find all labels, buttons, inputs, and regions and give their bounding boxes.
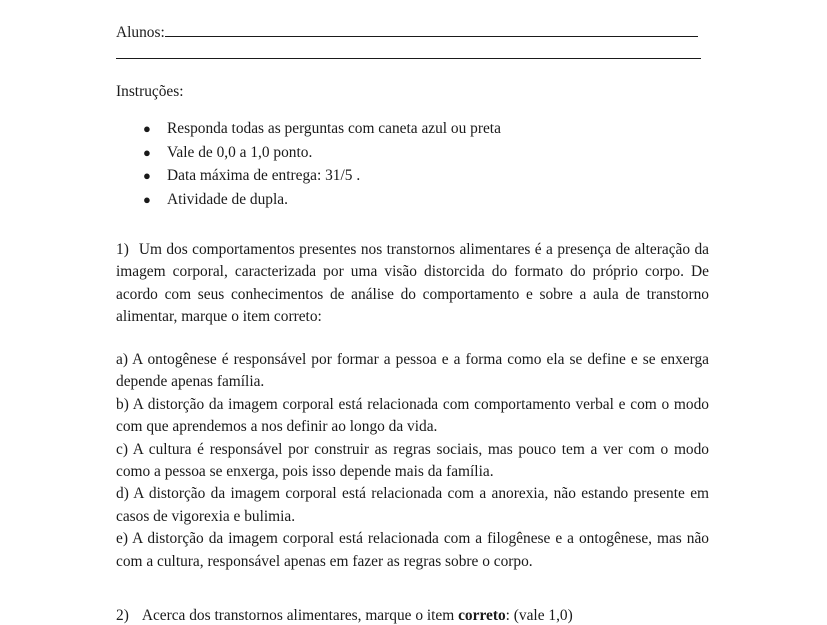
instructions-heading: Instruções: [116, 83, 184, 100]
bullet-icon: ● [143, 191, 151, 207]
students-field-row [116, 24, 698, 42]
instruction-text: Responda todas as perguntas com caneta azul ou preta [167, 120, 501, 137]
students-field-row-2 [116, 46, 701, 64]
option-d: d) A distorção da imagem corporal está relacionada com a anorexia, não estando presente em casos de vigorexia e bulimia. [116, 485, 709, 525]
instruction-item [116, 117, 501, 141]
option-e: e) A distorção da imagem corporal está relacionada com a filogênese e a ontogênese, mas não com a cultura, responsável apenas em fazer as regras sobre o corpo. [116, 530, 709, 570]
question-2-value: : (vale 1,0) [505, 607, 573, 624]
students-fill-line-1[interactable] [165, 24, 698, 37]
question-1-text: Um dos comportamentos presentes nos transtornos alimentares é a presença de alteração da imagem corporal, caracterizada por uma visão distorcida do formato do próprio corpo. De acordo com seus conhecimentos de análise do comportamento e sobre a aula de transtorno alimentar, marque o item correto: [116, 241, 709, 326]
question-2-text: Acerca dos transtornos alimentares, marque o item [141, 607, 455, 624]
bullet-icon: ● [143, 121, 151, 136]
bullet-icon: ● [143, 168, 151, 183]
question-2-number: 2) [116, 607, 129, 624]
option-a: a) A ontogênese é responsável por formar a pessoa e a forma como ela se define e se enxerga depende apenas família. [116, 351, 709, 391]
option-c: c) A cultura é responsável por construir as regras sociais, mas pouco tem a ver com o modo como a pessoa se enxerga, pois isso depende mais da família. [116, 440, 709, 481]
instruction-item [116, 188, 501, 212]
option-b: b) A distorção da imagem corporal está relacionada com comportamento verbal e com o modo com que aprendemos a nos definir ao longo da vida. [116, 395, 709, 436]
instruction-item [116, 164, 501, 188]
question-1-options [116, 349, 709, 573]
instruction-text: Data máxima de entrega: 31/5 . [167, 167, 361, 184]
students-label: Alunos: [116, 24, 165, 41]
instruction-text: Vale de 0,0 a 1,0 ponto. [167, 143, 313, 161]
question-1-number: 1) [116, 241, 129, 258]
question-1 [116, 239, 709, 329]
question-2-emphasis: correto [458, 607, 506, 624]
instruction-item [116, 141, 501, 165]
students-fill-line-2[interactable] [116, 46, 701, 59]
question-2 [116, 607, 573, 625]
instruction-text: Atividade de dupla. [167, 190, 288, 208]
bullet-icon: ● [143, 144, 151, 160]
instructions-list [116, 117, 501, 211]
